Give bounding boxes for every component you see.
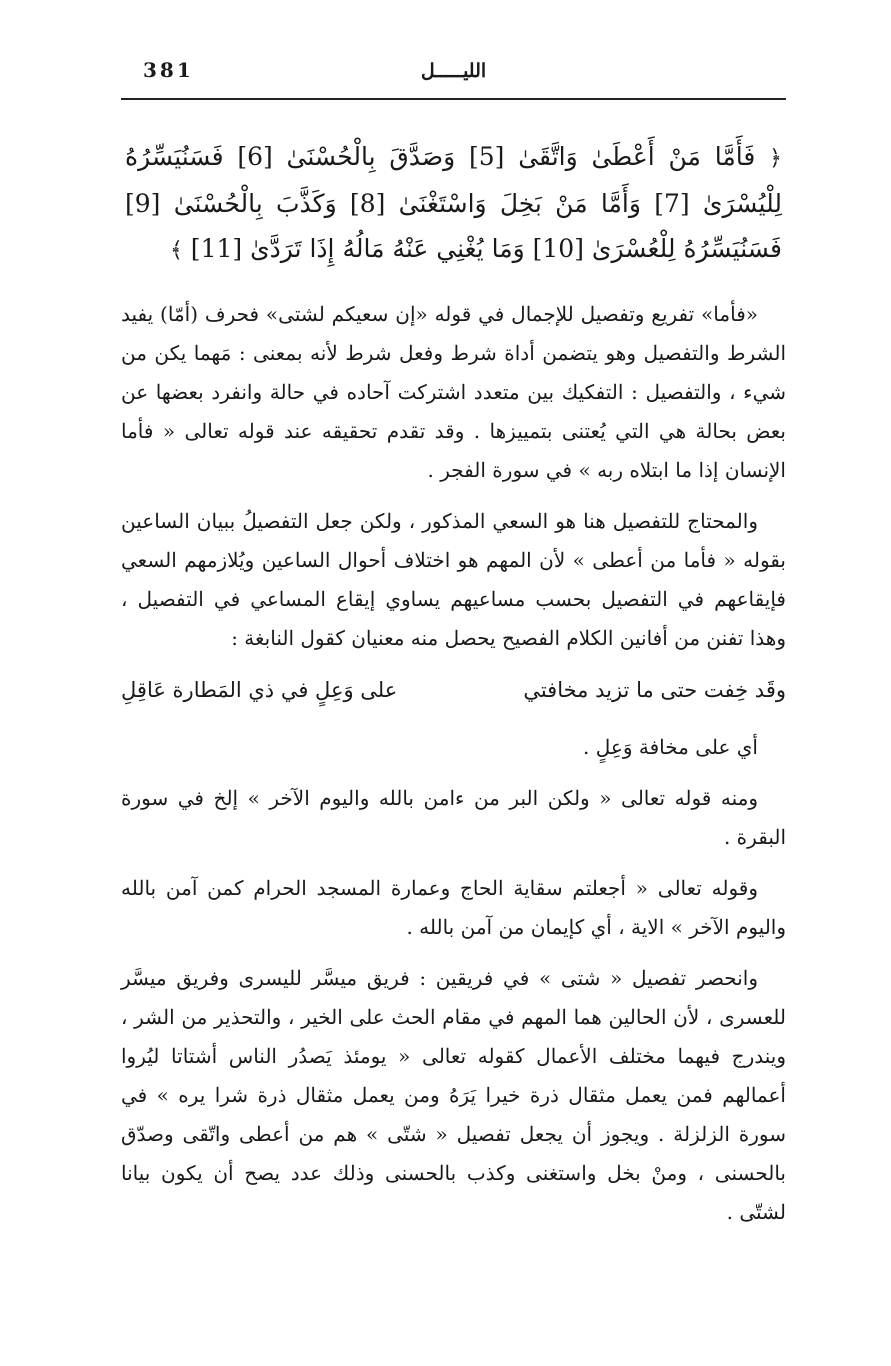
- running-title: الليـــــل: [420, 60, 487, 82]
- paragraph: وانحصر تفصيل « شتى » في فريقين : فريق ميسَّر لليسرى وفريق ميسَّر للعسرى ، لأن الحالين هما المهم في مقام الحث على الخير ، والتحذير من الشر ، ويندرج فيهما مختلف الأعمال كقوله تعالى « يومئذ يَصدُر الناس أشتاتا ليُروا أعمالهم فمن يعمل مثقال ذرة خيرا يَرَهُ ومن يعمل مثقال ذرة شرا يره » في سورة الزلزلة . ويجوز أن يجعل تفصيل « شتّى » هم من أعطى واتّقى وصدّق بالحسنى ، ومنْ بخل واستغنى وكذب بالحسنى وذلك عدد يصح أن يكون بيانا لشتّى .: [121, 966, 786, 1224]
- commentary-body: [121, 295, 786, 1232]
- verse-open-bracket: ﴿: [769, 146, 782, 171]
- page-number: 381: [143, 58, 194, 82]
- verse-text: فَأَمَّا مَنْ أَعْطَىٰ وَاتَّقَىٰ [5] وَصَدَّقَ بِالْحُسْنَىٰ [6] فَسَنُيَسِّرُهُ لِلْيُسْرَىٰ [7] وَأَمَّا مَنْ بَخِلَ وَاسْتَغْنَىٰ [8] وَكَذَّبَ بِالْحُسْنَىٰ [9] فَسَنُيَسِّرُهُ لِلْعُسْرَىٰ [10] وَمَا يُغْنِي عَنْهُ مَالُهُ إِذَا تَرَدَّىٰ [11]: [125, 142, 782, 263]
- paragraph: والمحتاج للتفصيل هنا هو السعي المذكور ، ولكن جعل التفصيلُ ببيان الساعين بقوله « فأما من أعطى » لأن المهم هو اختلاف أحوال الساعين ويُلازمهم السعي فإيقاعهم في التفصيل بحسب مساعيهم يساوي إيقاع المساعي في التفصيل ، وهذا تفنن من أفانين الكلام الفصيح يحصل منه معنيان كقول النابغة :: [121, 509, 786, 650]
- book-page: [121, 52, 786, 1244]
- verse-close-bracket: ﴾: [169, 238, 183, 263]
- poetry-verse: [121, 670, 786, 710]
- poetry-first-hemistich: وقَد خِفت حتى ما تزيد مخافتي: [523, 678, 786, 702]
- quran-verse-block: [121, 134, 786, 273]
- page-header: [121, 52, 786, 100]
- paragraph: «فأما» تفريع وتفصيل للإجمال في قوله «إن سعيكم لشتى» فحرف (أمّا) يفيد الشرط والتفصيل وهو يتضمن أداة شرط وفعل شرط لأنه بمعنى : مَهما يكن من شيء ، والتفصيل : التفكيك بين متعدد اشتركت آحاده في حالة وانفرد بعضها عن بعض بحالة هي التي يُعتنى بتمييزها . وقد تقدم تحقيقه عند قوله تعالى « فأما الإنسان إذا ما ابتلاه ربه » في سورة الفجر .: [121, 302, 786, 482]
- paragraph: وقوله تعالى « أجعلتم سقاية الحاج وعمارة المسجد الحرام كمن آمن بالله واليوم الآخر » الاية ، أي كإيمان من آمن بالله .: [121, 876, 786, 939]
- paragraph: ومنه قوله تعالى « ولكن البر من ءامن بالله واليوم الآخر » إلخ في سورة البقرة .: [121, 786, 786, 849]
- poetry-gloss: أي على مخافة وَعِلٍ .: [583, 735, 758, 759]
- poetry-second-hemistich: على وَعِلٍ في ذي المَطارة عَاقِلِ: [121, 678, 398, 702]
